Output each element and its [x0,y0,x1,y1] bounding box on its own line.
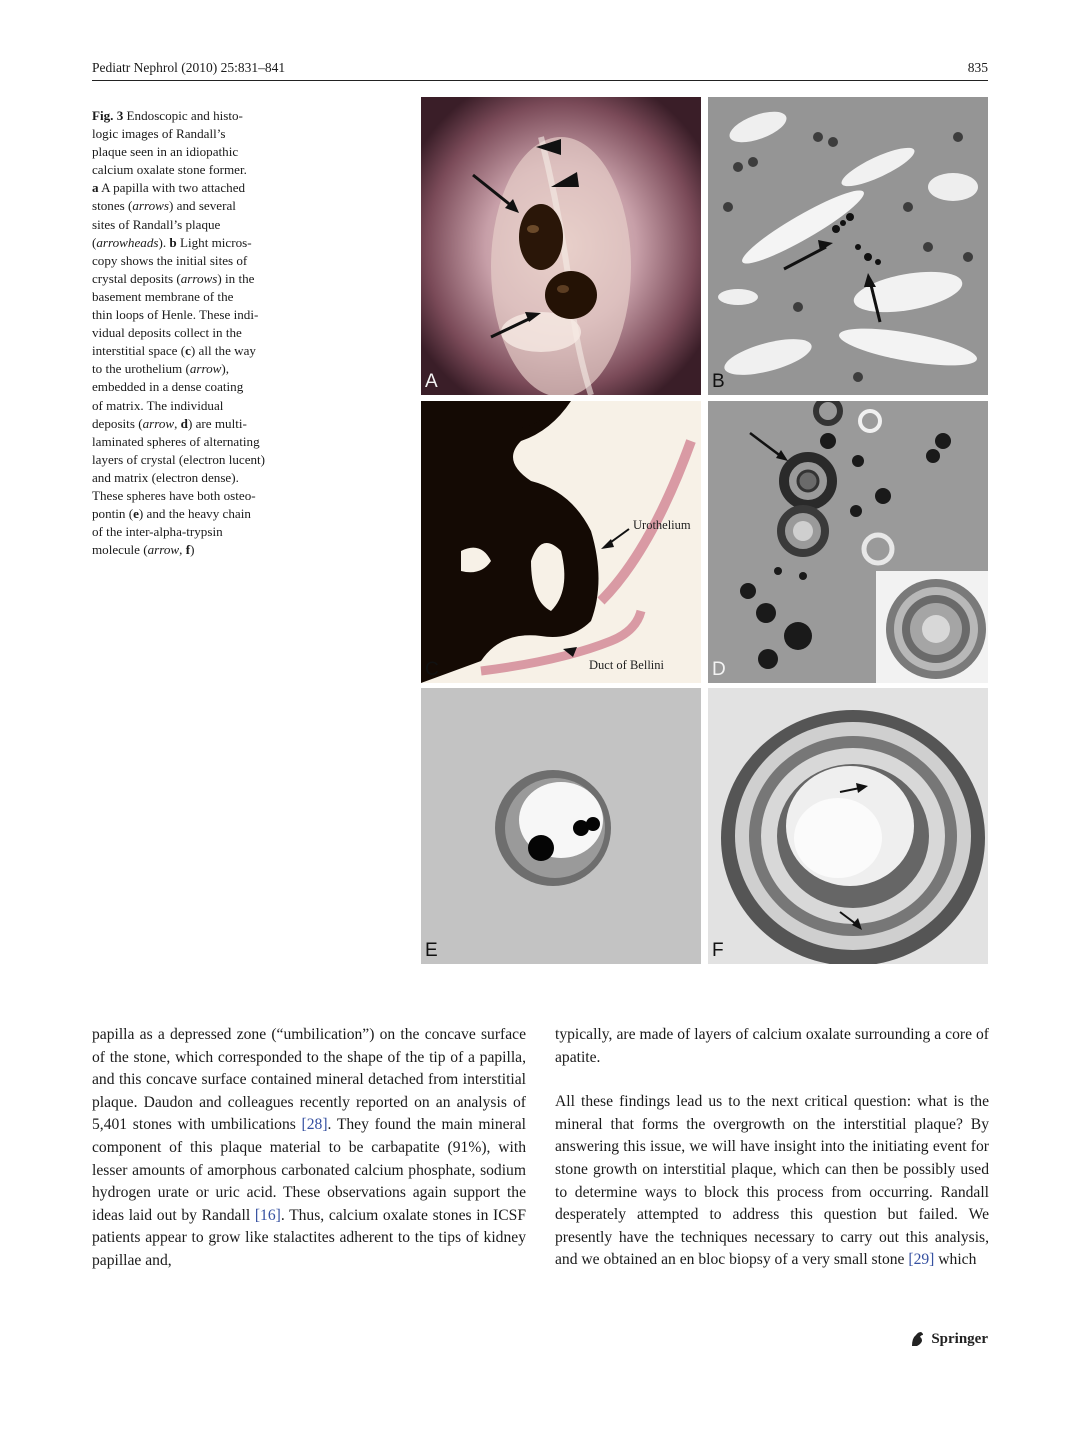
page-number: 835 [967,60,988,75]
figure-label: Fig. 3 [92,108,124,123]
publisher-name: Springer [931,1330,988,1347]
body-text-right-column [555,1024,989,1294]
panel-f-inter-alpha-trypsin [708,688,988,964]
body-paragraph: typically, are made of layers of calcium oxalate surrounding a core of apatite. [555,1026,989,1066]
panel-d-label: D [712,659,726,680]
panel-b-light-microscopy [708,97,988,395]
journal-citation: Pediatr Nephrol (2010) 25:831–841 [92,60,286,75]
panel-a-endoscopy [421,97,701,395]
panel-c-label: C [425,659,439,680]
panel-a-label: A [425,371,438,392]
body-paragraph: papilla as a depressed zone (“umbilication”) on the concave surface of the stone, which corresponded to the shape of the tip of a papilla, and this concave surface contained mineral detached from interstitial plaque. Daudon and colleagues recently reported on an analysis of 5,401 stones with umbilications [28]. They found the main mineral component of this plaque material to be carbapatite (91%), with lesser amounts of amorphous carbonated calcium phosphate, sodium hydrogen urate or uric acid. These observations again support the ideas laid out by Randall [16]. Thus, calcium oxalate stones in ICSF patients appear to grow like stalactites adherent to the tips of kidney papillae and, [92,1026,526,1269]
springer-horse-icon [909,1330,927,1348]
urothelium-label: Urothelium [633,518,691,532]
publisher-logo [909,1330,988,1348]
running-header [92,60,988,80]
duct-of-bellini-label: Duct of Bellini [589,658,664,672]
figure-caption [92,107,302,559]
panel-d-spheres [708,401,988,683]
panel-e-osteopontin [421,688,701,964]
body-text-left-column [92,1024,526,1295]
body-paragraph: All these findings lead us to the next critical question: what is the mineral that forms the overgrowth on the interstitial plaque? By answering this issue, we will have insight into the initiating event for stone growth on interstitial plaque, which can then be possibly used to determine ways to block this process from occurring. Randall desperately attempted to address this question but failed. We presently have the techniques necessary to carry out this analysis, and we obtained an en bloc biopsy of a very small stone [29] which [555,1093,989,1269]
panel-b-label: B [712,371,725,392]
caption-text: Endoscopic and histo- logic images of Randall’s plaque seen in an idiopathic calcium oxalate stone former. a A papilla with two attached stones (arrows) and several sites of Randall’s plaque (arrowheads). b Light micros- copy shows the initial sites of crystal deposits (arrows) in the basement membrane of the thin loops of Henle. These indi- vidual deposits collect in the interstitial space (c) all the way to the urothelium (arrow), embedded in a dense coating of matrix. The individual deposits (arrow, d) are multi- laminated spheres of alternating layers of crystal (electron lucent) and matrix (electron dense). These spheres have both osteo- pontin (e) and the heavy chain of the inter-alpha-trypsin molecule (arrow, f) [92,108,266,558]
panel-e-label: E [425,940,438,961]
header-rule [92,80,988,81]
panel-c-interstitium [421,401,701,683]
panel-f-label: F [712,940,724,961]
